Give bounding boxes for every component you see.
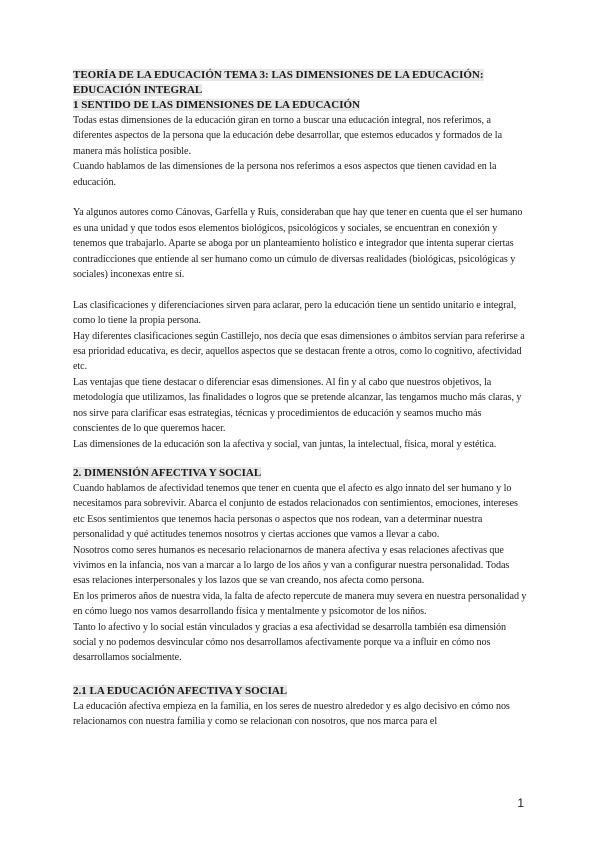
paragraph: Las dimensiones de la educación son la afectiva y social, van juntas, la intelectual, física, moral y estética.: [73, 438, 497, 450]
paragraph: Cuando hablamos de afectividad tenemos que tener en cuenta que el afecto es algo innato del ser humano y lo necesitamos para sobrevivir. Abarca el conjunto de estados relacionados con sentimientos, emociones, intereses etc Esos sentimientos que tenemos hacia personas o aspectos que nos rodean, van a determinar nuestra personalidad y qué actitudes tenemos nosotros y ciertas acciones que vamos a llevar a cabo.: [73, 482, 518, 541]
paragraph: Las clasificaciones y diferenciaciones sirven para aclarar, pero la educación tiene un sentido unitario e integral, como lo tiene la propia persona.: [73, 299, 517, 327]
paragraph: La educación afectiva empieza en la familia, en los seres de nuestro alrededor y es algo decisivo en cómo nos relacionamos con nuestra familia y como se relacionan con nosotros, que nos marca para el: [73, 700, 510, 728]
paragraph: En los primeros años de nuestra vida, la falta de afecto repercute de manera muy severa en nuestra personalidad y en cómo luego nos vamos desarrollando física y mentalmente y psicomotor de los niños.: [73, 590, 527, 618]
paragraph: Las ventajas que tiene destacar o diferenciar esas dimensiones. Al fin y al cabo que nuestros objetivos, la metodología que utilizamos, las finalidades o logros que se pretende alcanzar, las tengamos mucho más claras, y nos sirve para clarificar esas estrategias, técnicas y procedimientos de educación y seamos mucho más conscientes de lo que queremos hacer.: [73, 376, 522, 435]
paragraph: Tanto lo afectivo y lo social están vinculados y gracias a esa afectividad se desarrolla también esa dimensión social y no podemos desvincular cómo nos desarrollamos afectivamente porque va a influir en cómo nos desarrollamos socialmente.: [73, 621, 506, 664]
paragraph: Todas estas dimensiones de la educación giran en torno a buscar una educación integral, nos referimos, a diferentes aspectos de la persona que la educación debe desarrollar, que estemos educados y formados de la manera más holística posible.: [73, 115, 502, 157]
document-title: [73, 68, 528, 98]
document-page: [73, 68, 528, 730]
page-number: 1: [517, 796, 524, 810]
paragraph: Hay diferentes clasificaciones según Castillejo, nos decía que esas dimensiones o ámbitos servían para referirse a esa prioridad educativa, es decir, aquellos aspectos que se destacan frente a otros, como lo cognitivo, afectividad etc.: [73, 330, 525, 373]
section-2-heading: 2. DIMENSIÓN AFECTIVA Y SOCIAL: [73, 466, 262, 479]
title-line-2: EDUCACIÓN INTEGRAL: [73, 84, 203, 96]
section-2-1-heading: 2.1 LA EDUCACIÓN AFECTIVA Y SOCIAL: [73, 684, 288, 697]
paragraph: Nosotros como seres humanos es necesario relacionarnos de manera afectiva y esas relaciones afectivas que vivimos en la infancia, nos van a marcar a lo largo de los años y van a configurar nuestra personalidad. Todas esas relaciones interpersonales y los lazos que se van creando, nos afecta como persona.: [73, 544, 510, 587]
paragraph: Cuando hablamos de las dimensiones de la persona nos referimos a esos aspectos que tienen cavidad en la educación.: [73, 161, 497, 188]
section-1-heading: 1 SENTIDO DE LAS DIMENSIONES DE LA EDUCACIÓN: [73, 99, 360, 111]
paragraph: Ya algunos autores como Cánovas, Garfella y Ruis, consideraban que hay que tener en cuenta que el ser humano es una unidad y que todos esos elementos biológicos, psicológicos y sociales, se encuentran en conexión y tenemos que trabajarlo. Aparte se aboga por un planteamiento holístico e integrador que intenta superar ciertas contradicciones que entiende al ser humano como un cúmulo de diversas realidades (biológicas, psicológicas y sociales) inconexas entre sí.: [73, 207, 523, 281]
title-line-1: TEORÍA DE LA EDUCACIÓN TEMA 3: LAS DIMENSIONES DE LA EDUCACIÓN:: [73, 69, 484, 81]
